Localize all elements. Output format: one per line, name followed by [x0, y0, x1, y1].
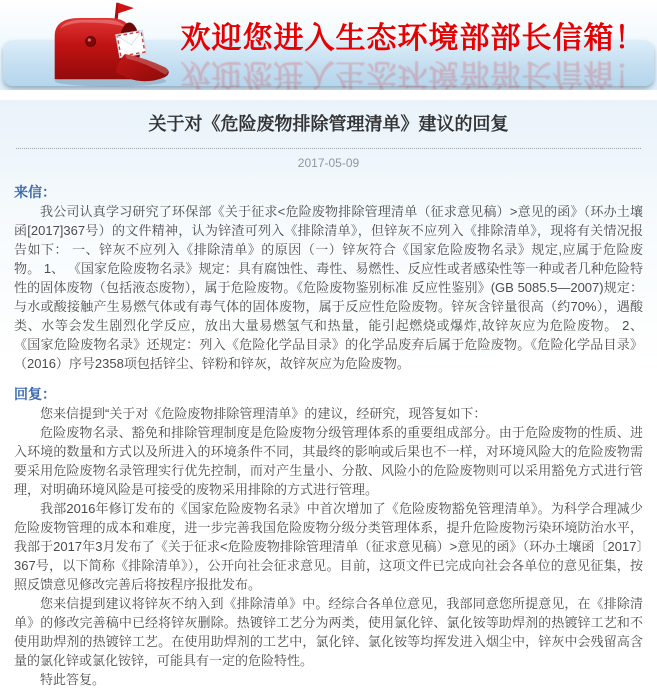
page-title: 关于对《危险废物排除管理清单》建议的回复 — [148, 114, 509, 134]
dotted-divider — [16, 148, 641, 149]
banner-title: 欢迎您进入生态环境部部长信箱！ — [180, 22, 646, 55]
reply-paragraph: 危险废物名录、豁免和排除管理制度是危险废物分级管理体系的重要组成部分。由于危险废物的性质、进入环境的数量和方式以及所进入的环境条件不同，其最终的影响或后果也不一样，对环境风险大的危险废物需要采用危险废物名录管理实行优先控制，而对产生量小、分散、风险小的危险废物则可以采用豁免方式进行管理，对明确环境风险是可接受的废物采用排除的方式进行管理。 — [14, 425, 643, 497]
reply-paragraph: 您来信提到“关于对《危险废物排除管理清单》的建议，经研究，现答复如下： — [40, 406, 487, 421]
mailbox-icon — [32, 0, 180, 90]
article-content — [0, 100, 657, 689]
banner-content-gap — [0, 90, 657, 100]
reply-paragraph: 我部2016年修订发布的《国家危险废物名录》中首次增加了《危险废物豁免管理清单》。为科学合理减少危险废物管理的成本和难度，进一步完善我国危险废物分级分类管理体系，提升危险废物污染环境防治水平，我部于2017年3月发布了《关于征求<危险废物排除管理清单（征求意见稿）>意见的函》（环办土壤函〔2017〕367号，以下简称《排除清单》），公开向社会征求意见。目前，这项文件已完成向社会各单位的意见征集，按照反馈意见修改完善后将按程序报批发布。 — [14, 501, 643, 592]
reply-label: 回复： — [14, 386, 56, 402]
reply-section — [14, 385, 643, 689]
reply-paragraph: 您来信提到建议将锌灰不纳入到《排除清单》中。经综合各单位意见，我部同意您所提意见，在《排除清单》的修改完善稿中已经将锌灰删除。热镀锌工艺分为两类，使用氯化锌、氯化铵等助焊剂的热镀锌工艺和不使用助焊剂的热镀锌工艺。在使用助焊剂的工艺中，氯化锌、氯化铵等均挥发进入烟尘中，锌灰中会残留高含量的氯化锌或氯化铵锌，可能具有一定的危险特性。 — [14, 596, 643, 668]
banner-title-reflection: 欢迎您进入生态环境部部长信箱！ — [180, 57, 646, 90]
letter-label: 来信： — [14, 184, 56, 200]
reply-paragraph: 特此答复。 — [40, 672, 106, 687]
banner — [0, 0, 657, 90]
letter-section — [14, 183, 643, 373]
article-date: 2017-05-09 — [297, 156, 360, 170]
letter-paragraph: 我公司认真学习研究了环保部《关于征求<危险废物排除管理清单（征求意见稿）>意见的函》（环办土壤函[2017]367号）的文件精神，认为锌渣可列入《排除清单》，但锌灰不应列入《排除清单》，现将有关情况报告如下： 一、锌灰不应列入《排除清单》的原因（一）锌灰符合《国家危险废物名录》规定,应属于危险废物。 1、 《国家危险废物名录》规定：具有腐蚀性、毒性、易燃性、反应性或者感染性等一种或者几种危险特性的固体废物（包括液态废物），属于危险废物。《危险废物鉴别标准 反应性鉴别》(GB 5085.5—2007)规定：与水或酸接触产生易燃气体或有毒气体的固体废物，属于反应性危险废物。锌灰含锌量很高（约70%），遇酸类、水等会发生剧烈化学反应，放出大量易燃氢气和热量，能引起燃烧或爆炸,故锌灰应为危险废物。 2、 《国家危险废物名录》还规定：列入《危险化学品目录》的化学品废弃后属于危险废物。《危险化学品目录》（2016）序号2358项包括锌尘、锌粉和锌灰，故锌灰应为危险废物。 — [14, 204, 643, 371]
